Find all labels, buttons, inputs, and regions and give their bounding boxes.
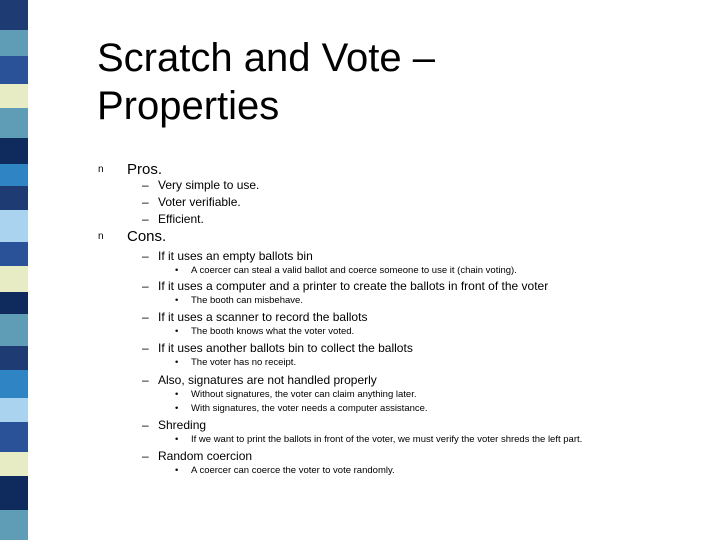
cons-subitem: A coercer can steal a valid ballot and coerce someone to use it (chain voting). [191, 265, 517, 276]
cons-item: If it uses another ballots bin to collect the ballots [158, 341, 413, 355]
dash-bullet-icon: – [142, 279, 149, 293]
stripe-block [0, 398, 28, 422]
stripe-block [0, 242, 28, 266]
title-line-1: Scratch and Vote – [97, 36, 436, 80]
dash-bullet-icon: – [142, 178, 149, 192]
cons-item: If it uses a scanner to record the ballots [158, 310, 368, 324]
title-line-2: Properties [97, 84, 280, 128]
stripe-block [0, 314, 28, 346]
dot-bullet-icon: • [175, 357, 179, 368]
stripe-block [0, 186, 28, 210]
cons-subitem: The booth knows what the voter voted. [191, 326, 355, 337]
square-bullet-icon: n [98, 231, 104, 242]
cons-subitem: If we want to print the ballots in front of the voter, we must verify the voter shreds the left part. [191, 434, 583, 445]
stripe-block [0, 30, 28, 56]
slide-title [97, 34, 697, 130]
dot-bullet-icon: • [175, 389, 179, 400]
square-bullet-icon: n [98, 164, 104, 175]
cons-label: Cons. [127, 228, 167, 245]
cons-item: Random coercion [158, 449, 253, 463]
stripe-block [0, 510, 28, 540]
dash-bullet-icon: – [142, 212, 149, 226]
pros-label: Pros. [127, 161, 163, 178]
stripe-block [0, 452, 28, 476]
cons-subitem: Without signatures, the voter can claim anything later. [191, 389, 417, 400]
dash-bullet-icon: – [142, 418, 149, 432]
pros-item: Very simple to use. [158, 178, 260, 192]
cons-subitem: A coercer can coerce the voter to vote randomly. [191, 465, 395, 476]
dash-bullet-icon: – [142, 195, 149, 209]
dot-bullet-icon: • [175, 295, 179, 306]
dot-bullet-icon: • [175, 434, 179, 445]
dot-bullet-icon: • [175, 403, 179, 414]
cons-subitem: The voter has no receipt. [191, 357, 297, 368]
pros-item: Voter verifiable. [158, 195, 241, 209]
dash-bullet-icon: – [142, 310, 149, 324]
dot-bullet-icon: • [175, 265, 179, 276]
dot-bullet-icon: • [175, 465, 179, 476]
stripe-block [0, 476, 28, 510]
stripe-block [0, 0, 28, 30]
stripe-block [0, 56, 28, 84]
cons-item: If it uses a computer and a printer to create the ballots in front of the voter [158, 279, 549, 293]
stripe-block [0, 108, 28, 138]
stripe-block [0, 422, 28, 452]
dash-bullet-icon: – [142, 249, 149, 263]
dash-bullet-icon: – [142, 449, 149, 463]
decorative-stripe-bar [0, 0, 28, 540]
stripe-block [0, 138, 28, 164]
cons-item: Shreding [158, 418, 207, 432]
stripe-block [0, 292, 28, 314]
stripe-block [0, 164, 28, 186]
stripe-block [0, 84, 28, 108]
cons-item: If it uses an empty ballots bin [158, 249, 313, 263]
cons-subitem: With signatures, the voter needs a computer assistance. [191, 403, 428, 414]
pros-item: Efficient. [158, 212, 204, 226]
stripe-block [0, 210, 28, 242]
dash-bullet-icon: – [142, 373, 149, 387]
dash-bullet-icon: – [142, 341, 149, 355]
cons-item: Also, signatures are not handled properly [158, 373, 377, 387]
dot-bullet-icon: • [175, 326, 179, 337]
stripe-block [0, 346, 28, 370]
cons-subitem: The booth can misbehave. [191, 295, 303, 306]
stripe-block [0, 266, 28, 292]
stripe-block [0, 370, 28, 398]
